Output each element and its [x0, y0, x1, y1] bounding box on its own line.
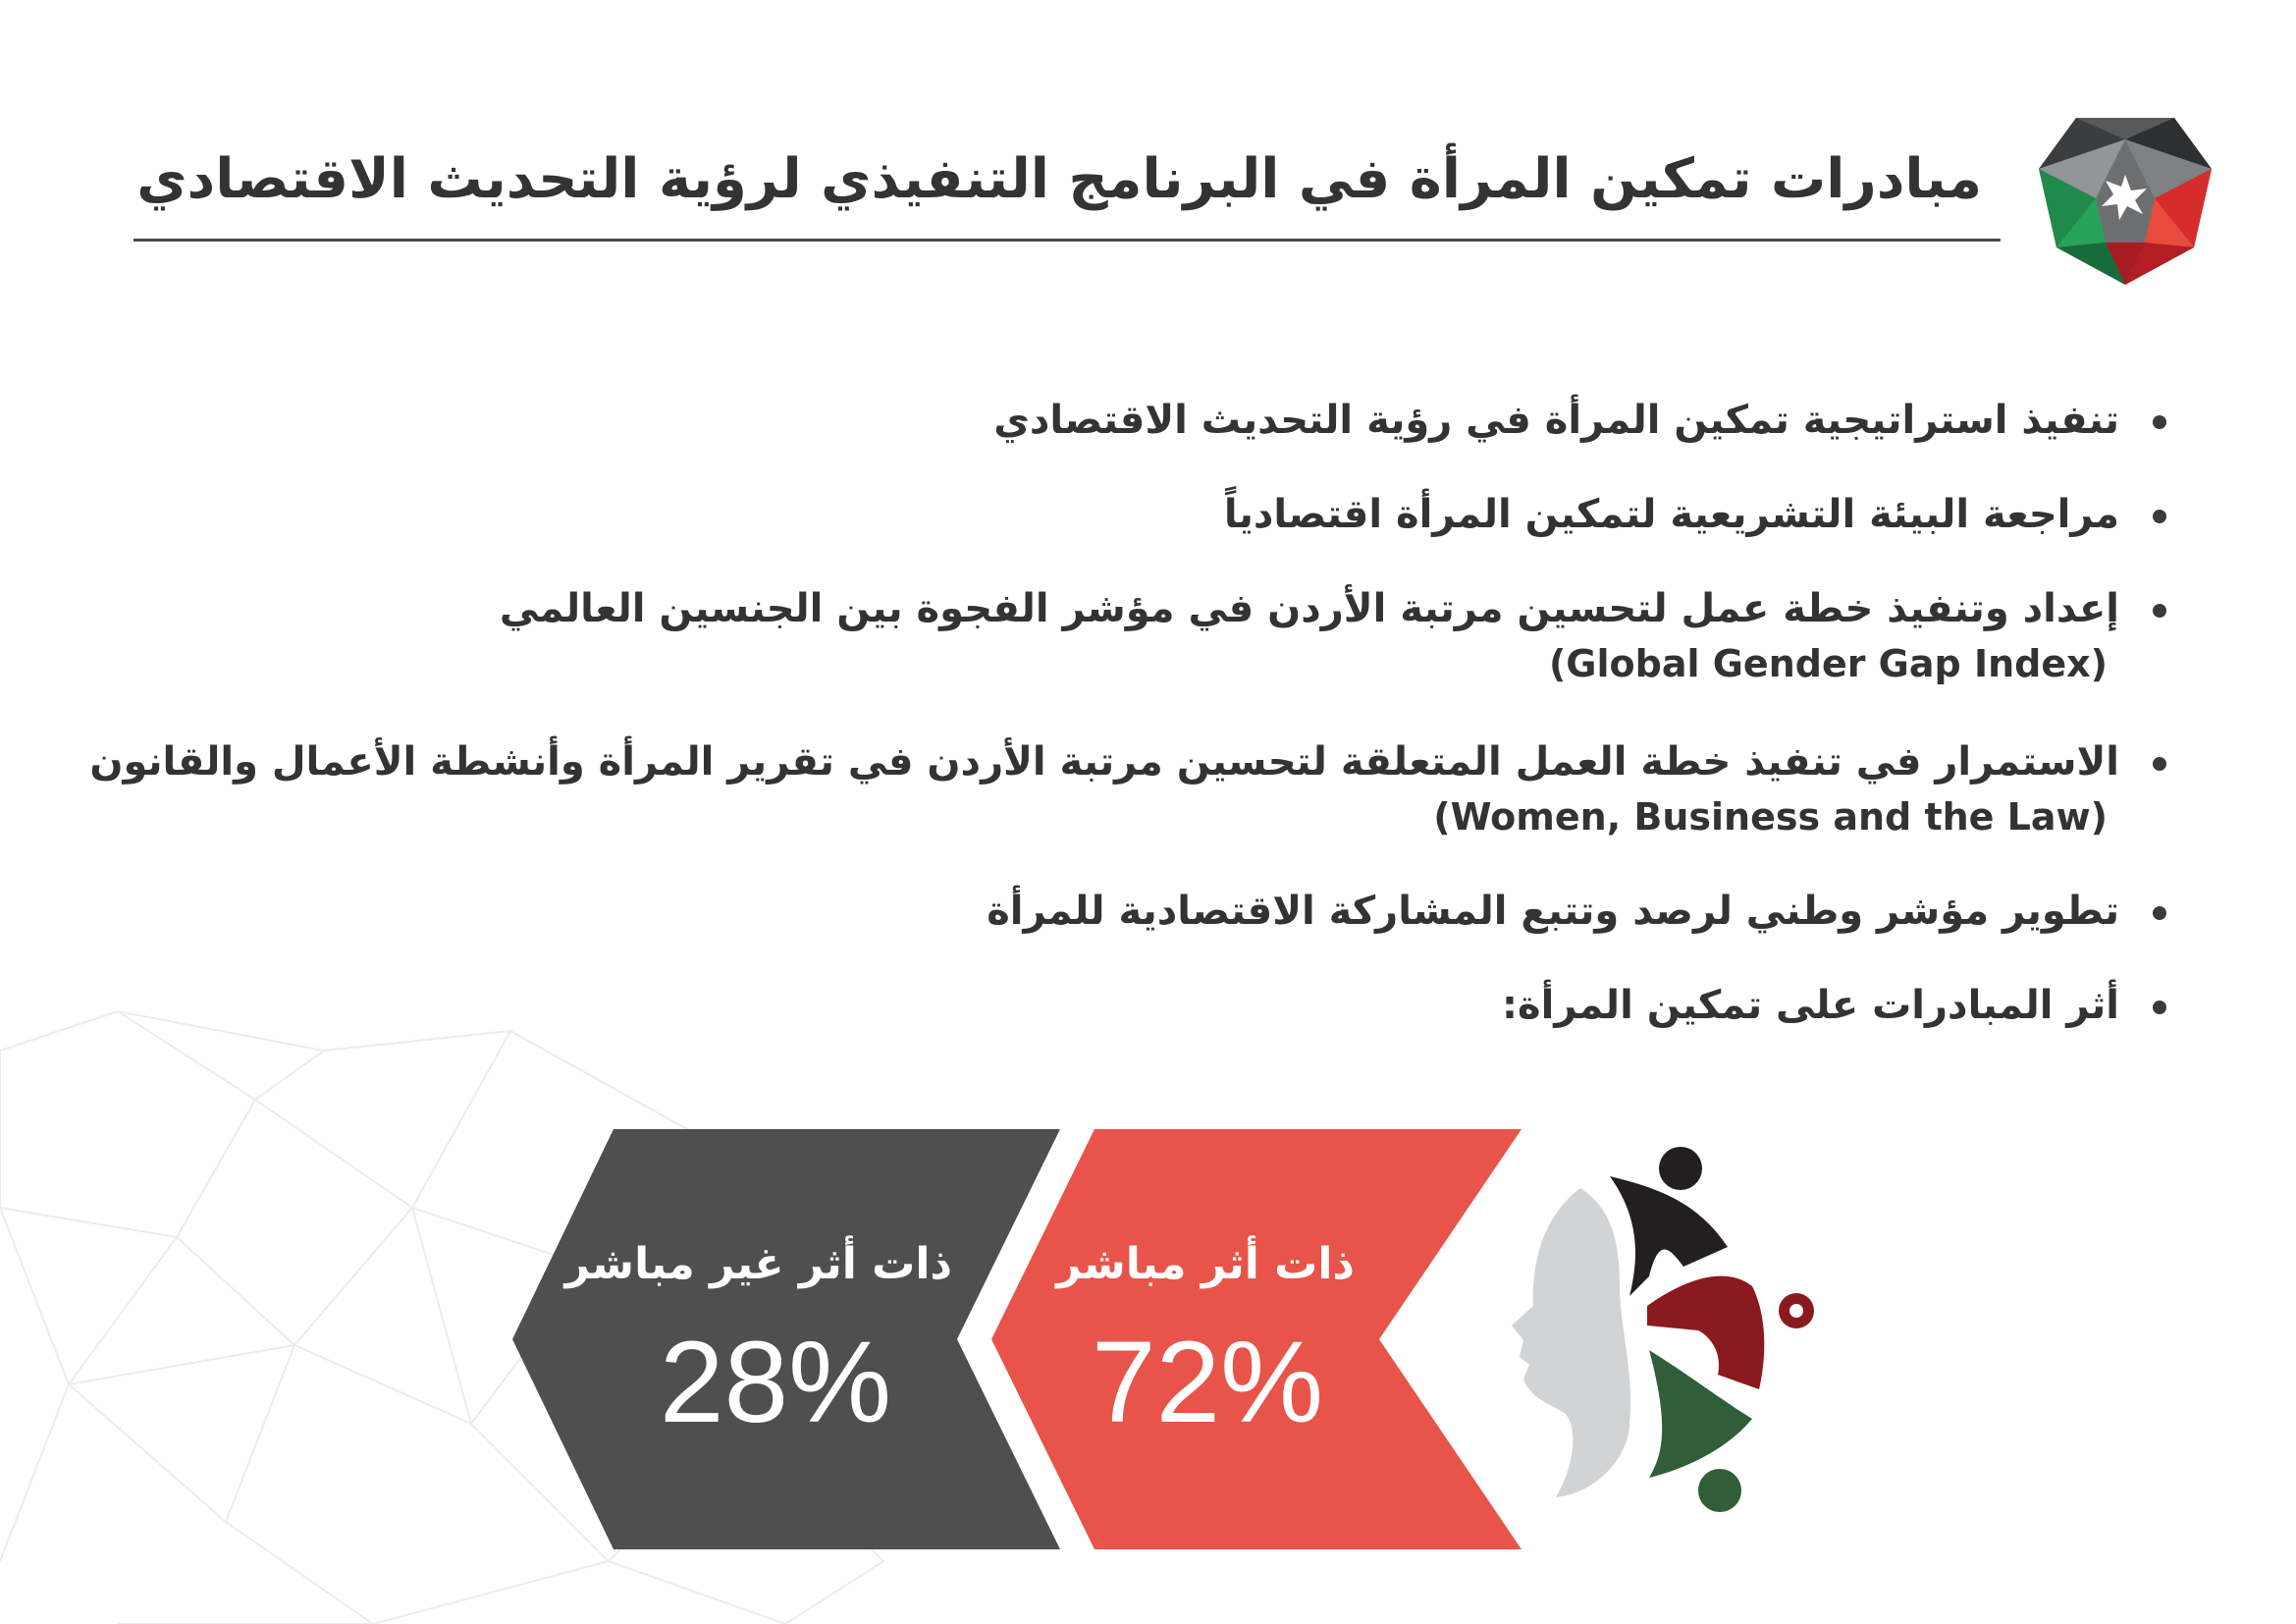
- list-item-text: الاستمرار في تنفيذ خطة العمل المتعلقة لتحسين مرتبة الأردن في تقرير المرأة وأنشطة الأعمال والقانون: [89, 739, 2119, 785]
- list-item: [156, 393, 2168, 448]
- indirect-impact-label: ذات أثر غير مباشر: [564, 1239, 952, 1289]
- list-item-text: مراجعة البيئة التشريعية لتمكين المرأة اقتصادياً: [1223, 492, 2119, 537]
- indirect-impact-value: 28%: [659, 1318, 892, 1447]
- bullet-dot-icon: [2153, 757, 2166, 771]
- list-item-subtext: (Global Gender Gap Index): [1548, 642, 2108, 685]
- initiatives-list: [89, 393, 2168, 1033]
- jordan-star-polygon-icon: [2037, 110, 2214, 287]
- list-item: [156, 978, 2168, 1033]
- list-item-text: إعداد وتنفيذ خطة عمل لتحسين مرتبة الأردن في مؤشر الفجوة بين الجنسين العالمي: [499, 586, 2119, 631]
- list-item: [89, 734, 2168, 844]
- list-item-text: تنفيذ استراتيجية تمكين المرأة في رؤية التحديث الاقتصادي: [993, 398, 2119, 443]
- bullet-dot-icon: [2153, 604, 2166, 618]
- page-title: مبادرات تمكين المرأة في البرنامج التنفيذي لرؤية التحديث الاقتصادي: [136, 147, 1982, 211]
- list-item: [156, 884, 2168, 939]
- bullet-dot-icon: [2153, 1001, 2166, 1014]
- bullet-dot-icon: [2153, 415, 2166, 429]
- title-divider: [133, 239, 2001, 242]
- list-item: [156, 487, 2168, 542]
- direct-impact-value: 72%: [1091, 1318, 1324, 1447]
- list-item-text: تطوير مؤشر وطني لرصد وتتبع المشاركة الاقتصادية للمرأة: [987, 889, 2119, 934]
- list-item-subtext: (Women, Business and the Law): [1433, 795, 2108, 839]
- bullet-dot-icon: [2153, 906, 2166, 920]
- bullet-dot-icon: [2153, 510, 2166, 523]
- list-item: [156, 581, 2168, 691]
- list-item-text: أثر المبادرات على تمكين المرأة:: [1502, 983, 2119, 1028]
- direct-impact-label: ذات أثر مباشر: [1056, 1239, 1355, 1289]
- women-empowerment-emblem-icon: [1472, 1129, 1826, 1522]
